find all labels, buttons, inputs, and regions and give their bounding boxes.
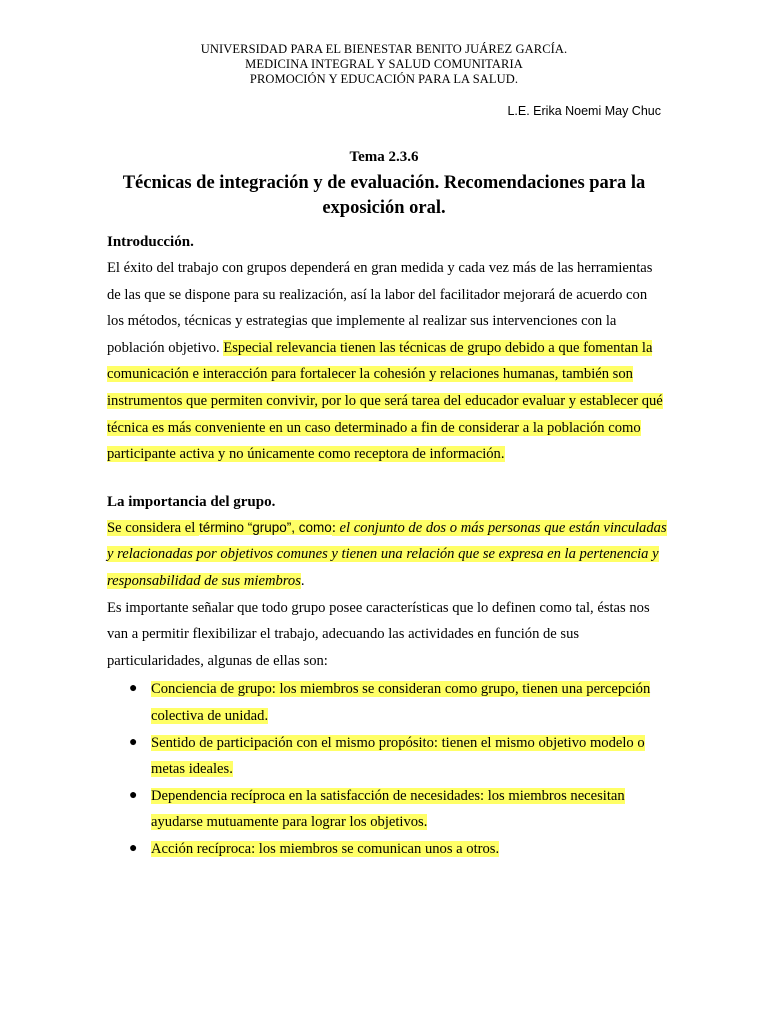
- list-item: ● Sentido de participación con el mismo propósito: tienen el mismo objetivo modelo o metas ideales.: [151, 730, 667, 783]
- header-line-2: MEDICINA INTEGRAL Y SALUD COMUNITARIA: [245, 57, 523, 71]
- document-body: [107, 232, 667, 862]
- header-line-1: UNIVERSIDAD PARA EL BIENESTAR BENITO JUÁREZ GARCÍA.: [200, 42, 568, 56]
- intro-plain-text: El éxito del trabajo con grupos dependerá en gran medida y cada vez más de las herramientas de las que se dispone para su realización, así la labor del facilitador mejorará de acuerdo con los métodos, técnicas y estrategias que implemente al realizar sus intervenciones con la población objetivo.: [107, 260, 653, 356]
- list-item: ● Dependencia recíproca en la satisfacción de necesidades: los miembros necesitan ayudarse mutuamente para lograr los objetivos.: [151, 783, 667, 836]
- definition-colon: :: [331, 519, 340, 536]
- header-line-3: PROMOCIÓN Y EDUCACIÓN PARA LA SALUD.: [249, 72, 519, 86]
- list-item: ● Conciencia de grupo: los miembros se consideran como grupo, tienen una percepción colectiva de unidad.: [151, 676, 667, 729]
- bullet-icon: ●: [129, 840, 138, 856]
- definition-lead: Se considera el: [107, 519, 199, 536]
- bullet-icon: ●: [129, 734, 138, 750]
- bullet-icon: ●: [129, 681, 138, 697]
- group-definition: [107, 515, 667, 595]
- university-header: [0, 42, 768, 87]
- intro-heading: Introducción.: [107, 234, 194, 250]
- author-name: L.E. Erika Noemi May Chuc: [507, 104, 661, 118]
- bullet-icon: ●: [129, 787, 138, 803]
- group-heading: La importancia del grupo.: [107, 493, 276, 510]
- intro-paragraph: [107, 255, 667, 468]
- characteristics-list: [107, 676, 667, 862]
- document-title: Técnicas de integración y de evaluación. Recomendaciones para la exposición oral.: [122, 173, 646, 218]
- list-item: ● Acción recíproca: los miembros se comunican unos a otros.: [151, 836, 667, 863]
- definition-italic: el conjunto de dos o más personas que están vinculadas y relacionadas por objetivos comunes y tienen una relación que se expresa en la pertenencia y responsabilidad de sus miembros: [107, 519, 667, 589]
- topic-number: Tema 2.3.6: [349, 149, 419, 165]
- definition-end: .: [300, 572, 305, 589]
- definition-term: término “grupo”, como: [199, 519, 332, 535]
- characteristics-paragraph: Es importante señalar que todo grupo posee características que lo definen como tal, éstas nos van a permitir flexibilizar el trabajo, adecuando las actividades en función de sus particularidades, algunas de ellas son:: [107, 599, 650, 669]
- intro-highlighted-text: Especial relevancia tienen las técnicas de grupo debido a que fomentan la comunicación e interacción para fortalecer la cohesión y relaciones humanas, también son instrumentos que permiten convivir, por lo que será tarea del educador evaluar y establecer qué técnica es más conveniente en un caso determinado a fin de considerar a la población como participante activa y no únicamente como receptora de información.: [107, 339, 663, 463]
